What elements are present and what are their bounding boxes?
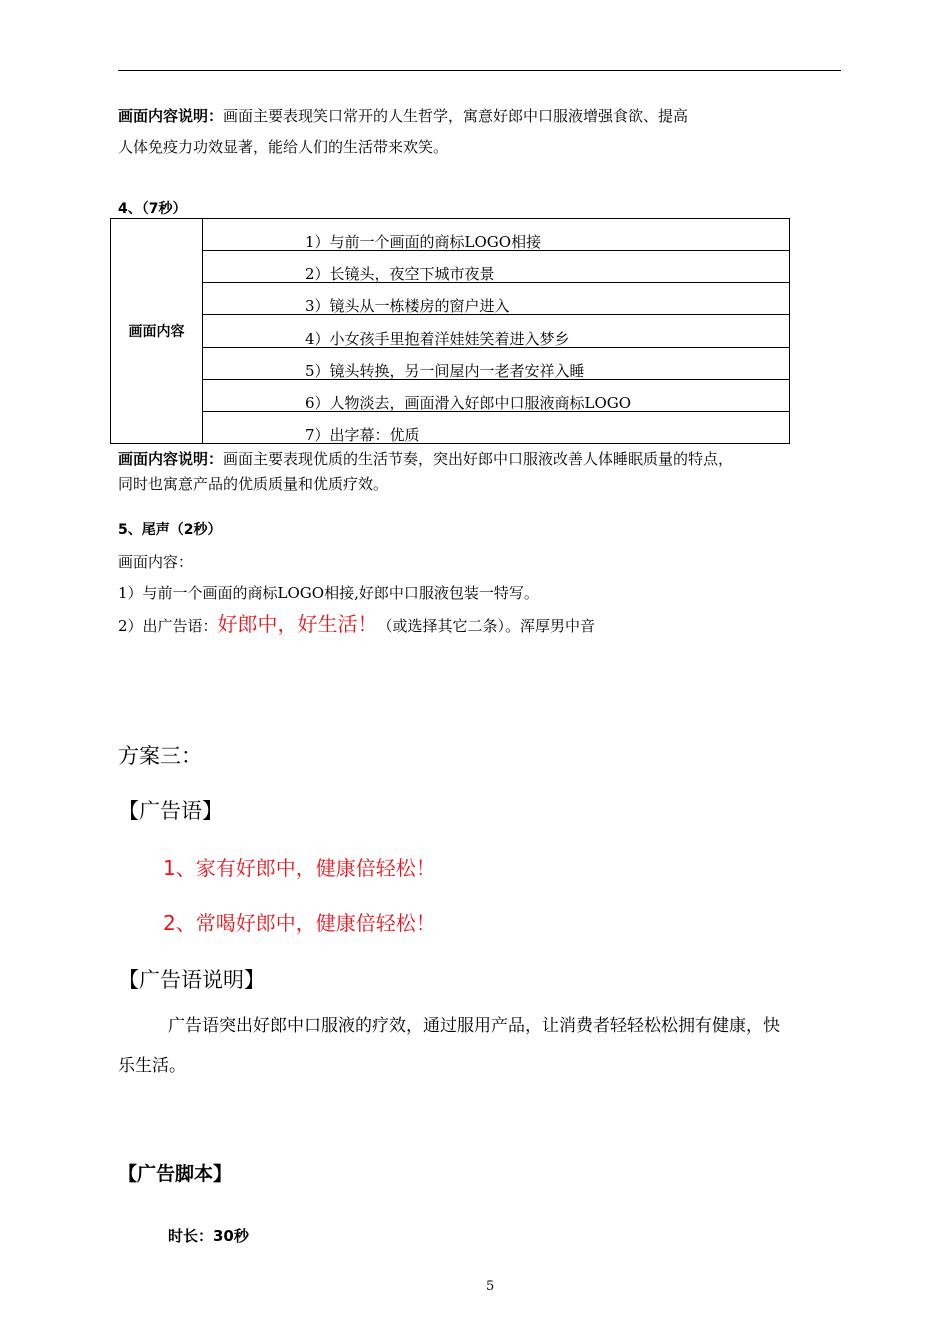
duration-text: 时长：30秒 — [168, 1227, 249, 1245]
plan3-title: 方案三： — [118, 744, 202, 768]
slogan-explanation-line1: 广告语突出好郎中口服液的疗效，通过服用产品，让消费者轻轻松松拥有健康，快 — [168, 1016, 780, 1036]
section4-description-line2: 同时也寓意产品的优质质量和优质疗效。 — [118, 475, 389, 493]
scene-item: 3）镜头从一栋楼房的窗户进入 — [203, 283, 790, 315]
slogan-explanation-heading: 【广告语说明】 — [118, 968, 265, 992]
page-number: 5 — [486, 1279, 495, 1294]
scene-content-table — [110, 218, 790, 444]
slogan-1: 1、家有好郎中，健康倍轻松！ — [163, 856, 436, 880]
section5-content-label: 画面内容： — [118, 553, 194, 571]
section5-line2-prefix: 2）出广告语： — [118, 617, 218, 635]
slogan-heading: 【广告语】 — [118, 799, 223, 823]
scene-item: 1）与前一个画面的商标LOGO相接 — [203, 219, 790, 251]
top-description-line2: 人体免疫力功效显著，能给人们的生活带来欢笑。 — [118, 138, 449, 156]
section5-heading: 5、尾声（2秒） — [118, 522, 222, 538]
section5-line2-suffix: （或选择其它二条）。浑厚男中音 — [377, 617, 596, 635]
section4-heading: 4、（7秒） — [118, 201, 187, 217]
section5-line1: 1）与前一个画面的商标LOGO相接,好郎中口服液包装一特写。 — [118, 584, 539, 602]
header-rule — [118, 70, 841, 71]
scene-item: 6）人物淡去，画面滑入好郎中口服液商标LOGO — [203, 379, 790, 411]
section5-line2 — [118, 614, 595, 636]
top-description-label: 画面内容说明： — [118, 107, 224, 125]
scene-item: 5）镜头转换，另一间屋内一老者安祥入睡 — [203, 347, 790, 379]
section4-description-text1: 画面主要表现优质的生活节奏，突出好郎中口服液改善人体睡眠质量的特点， — [223, 450, 734, 468]
ad-script-heading: 【广告脚本】 — [118, 1163, 233, 1185]
slogan-explanation-line2: 乐生活。 — [118, 1056, 186, 1076]
scene-item: 2）长镜头，夜空下城市夜景 — [203, 251, 790, 283]
scene-table-label: 画面内容 — [111, 219, 203, 444]
scene-item: 7）出字幕：优质 — [203, 411, 790, 443]
section5-slogan: 好郎中，好生活！ — [217, 612, 378, 636]
section4-description-line1 — [118, 449, 733, 469]
section4-description-label: 画面内容说明： — [118, 450, 224, 468]
scene-item: 4）小女孩手里抱着洋娃娃笑着进入梦乡 — [203, 315, 790, 347]
top-description-line1 — [118, 106, 688, 126]
top-description-text1: 画面主要表现笑口常开的人生哲学，寓意好郎中口服液增强食欲、提高 — [223, 107, 689, 125]
slogan-2: 2、常喝好郎中，健康倍轻松！ — [163, 911, 436, 935]
